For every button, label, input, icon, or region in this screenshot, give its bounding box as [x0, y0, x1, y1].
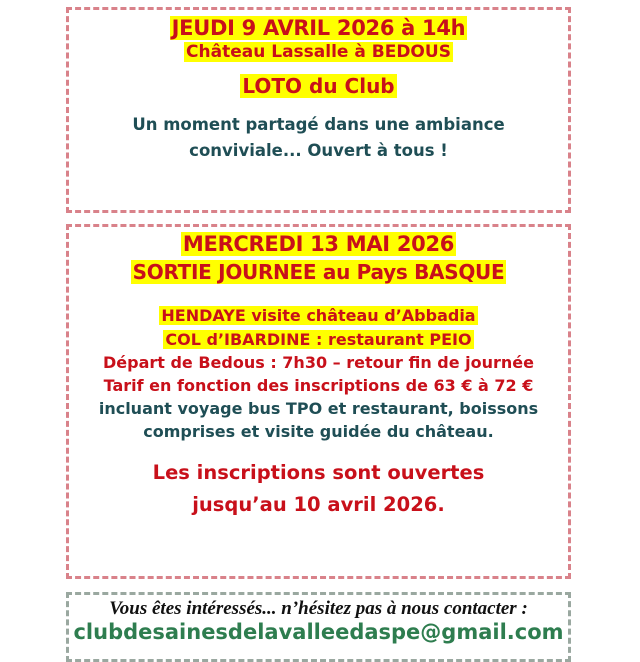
- event1-description-line1: Un moment partagé dans une ambiance: [132, 115, 505, 134]
- event2-visit-text: HENDAYE visite château d’Abbadia: [161, 306, 476, 325]
- event2-title: [69, 260, 568, 284]
- event2-restaurant-text: COL d’IBARDINE : restaurant PEIO: [165, 330, 472, 349]
- event2-departure: Départ de Bedous : 7h30 – retour fin de journée: [102, 353, 535, 372]
- event1-title-text: LOTO du Club: [242, 74, 395, 98]
- contact-prompt: Vous êtes intéressés... n’hésitez pas à nous contacter :: [109, 598, 528, 619]
- event1-date: [69, 16, 568, 40]
- event2-includes-line1: incluant voyage bus TPO et restaurant, boissons: [98, 399, 539, 418]
- event2-date-text: MERCREDI 13 MAI 2026: [182, 232, 455, 256]
- event1-location-text: Château Lassalle à BEDOUS: [186, 42, 451, 62]
- event1-date-text: JEUDI 9 AVRIL 2026 à 14h: [171, 16, 466, 40]
- event1-description: [69, 112, 568, 164]
- event2-title-text: SORTIE JOURNEE au Pays BASQUE: [132, 260, 505, 284]
- event2-registration-line1: Les inscriptions sont ouvertes: [152, 461, 485, 484]
- event-loto-box: [66, 7, 571, 213]
- event2-date: [69, 232, 568, 256]
- event1-title: [69, 74, 568, 98]
- event1-description-line2: conviviale... Ouvert à tous !: [189, 141, 448, 160]
- contact-email-link[interactable]: clubdesainesdelavalleedaspe@gmail.com: [73, 620, 564, 644]
- event-sortie-box: [66, 224, 571, 579]
- event2-visit: [69, 304, 568, 328]
- event2-includes-line2: comprises et visite guidée du château.: [143, 422, 494, 441]
- contact-box: [66, 592, 571, 662]
- event2-registration: [69, 457, 568, 521]
- event2-restaurant: [69, 328, 568, 351]
- event2-price: Tarif en fonction des inscriptions de 63 € à 72 €: [103, 376, 534, 395]
- event1-location: [69, 42, 568, 62]
- event2-registration-line2: jusqu’au 10 avril 2026.: [192, 493, 445, 516]
